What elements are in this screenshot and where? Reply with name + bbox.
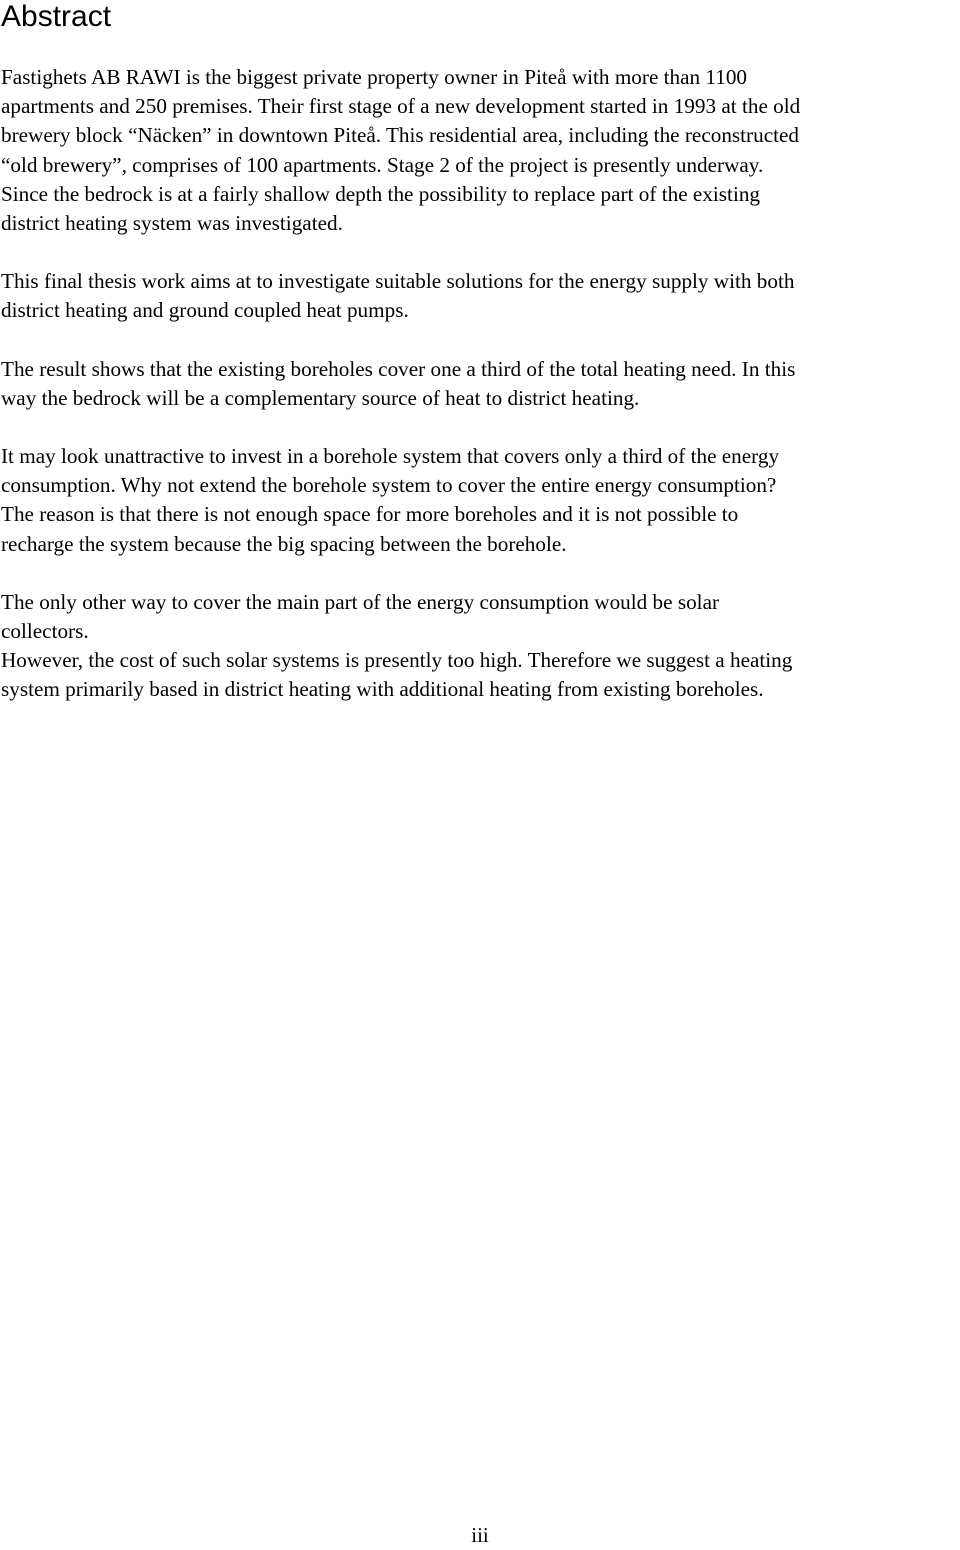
- abstract-body: [1, 63, 959, 734]
- text-line: The reason is that there is not enough space for more boreholes and it is not possible to: [1, 502, 739, 527]
- page-number: iii: [471, 1523, 489, 1547]
- text-line: However, the cost of such solar systems is presently too high. Therefore we suggest a heating: [1, 648, 793, 673]
- paragraph-1: [1, 63, 959, 238]
- paragraph-5: [1, 588, 959, 646]
- text-line: “old brewery”, comprises of 100 apartments. Stage 2 of the project is presently underway.: [1, 152, 764, 177]
- text-line: recharge the system because the big spacing between the borehole.: [1, 531, 567, 556]
- text-line: consumption. Why not extend the borehole system to cover the entire energy consumption?: [1, 473, 777, 498]
- text-line: brewery block “Näcken” in downtown Piteå. This residential area, including the reconstructed: [1, 123, 799, 148]
- text-line: Since the bedrock is at a fairly shallow depth the possibility to replace part of the existing: [1, 181, 761, 206]
- paragraph-2: [1, 267, 959, 325]
- paragraph-3: [1, 355, 959, 413]
- text-line: This final thesis work aims at to investigate suitable solutions for the energy supply with both: [1, 269, 795, 294]
- page-title: Abstract: [1, 0, 112, 33]
- text-line: Fastighets AB RAWI is the biggest private property owner in Piteå with more than 1100: [1, 65, 748, 89]
- text-line: way the bedrock will be a complementary source of heat to district heating.: [1, 385, 640, 410]
- paragraph-4: [1, 442, 959, 559]
- text-line: It may look unattractive to invest in a borehole system that covers only a third of the energy: [1, 444, 780, 469]
- text-line: district heating and ground coupled heat pumps.: [1, 298, 409, 323]
- text-line: district heating system was investigated.: [1, 211, 343, 236]
- paragraph-6: [1, 646, 959, 704]
- text-line: The only other way to cover the main part of the energy consumption would be solar: [1, 589, 720, 614]
- text-line: system primarily based in district heating with additional heating from existing boreholes.: [1, 677, 764, 702]
- text-line: The result shows that the existing boreholes cover one a third of the total heating need. In this: [1, 356, 796, 381]
- text-line: collectors.: [1, 619, 89, 644]
- text-line: apartments and 250 premises. Their first stage of a new development started in 1993 at the old: [1, 94, 801, 119]
